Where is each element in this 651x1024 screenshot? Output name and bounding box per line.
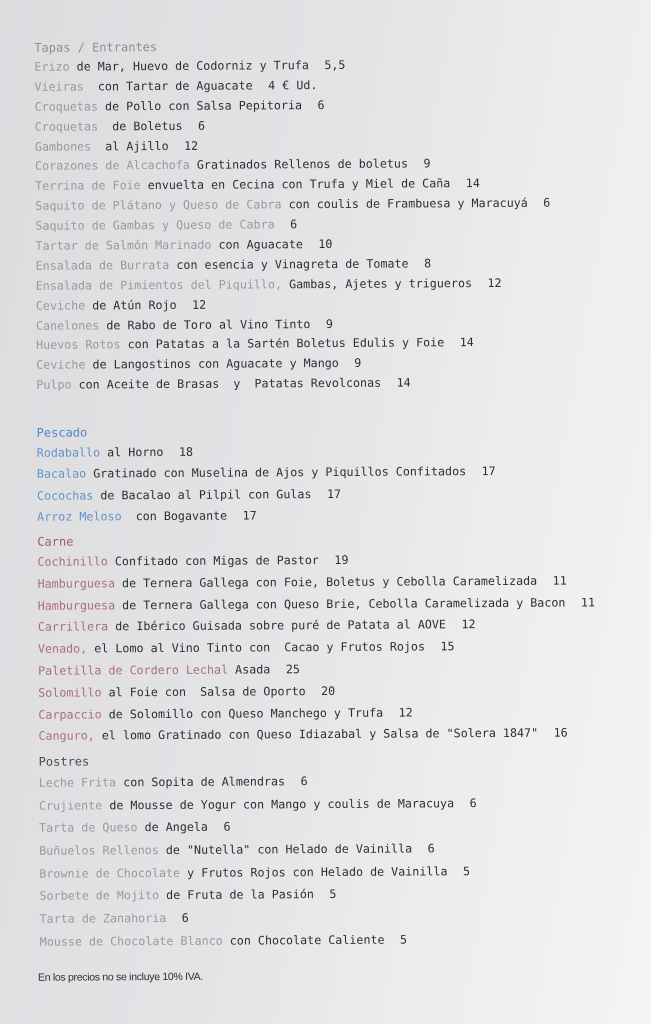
dish-name-highlight: Solomillo [38,685,102,700]
dish-price: 12 [461,617,476,632]
section-heading: Carne [37,534,74,549]
dish-price: 25 [285,662,300,677]
dish-name-highlight: Ceviche [36,357,86,373]
dish-price: 4 € Ud. [268,77,318,93]
dish-price: 17 [481,464,496,479]
dish-price: 9 [325,316,333,331]
dish-description: de Langostinos con Aguacate y Mango [85,356,339,372]
section-pescado [37,419,648,528]
dish-description: de Ternera Gallega con Queso Brie, Cebolla Caramelizada y Bacon [115,595,566,612]
dish-price: 10 [318,236,333,252]
dish-name-highlight: Hamburguesa [37,576,116,591]
vat-note: En los precios no se incluye 10% IVA. [37,970,203,984]
dish-name-highlight: Corazones de Alcachofa [34,158,190,174]
dish-description: al Horno [100,445,164,460]
dish-price: 6 [543,195,551,210]
dish-price: 5 [399,932,408,947]
dish-name-highlight: Bacalao [36,466,87,482]
dish-name-highlight: Arroz Meloso [37,509,122,524]
dish-description: de Mar, Huevo de Codorniz y Trufa [69,58,309,74]
dish-description: de Mousse de Yogur con Mango y coulis de Maracuya [102,795,455,813]
dish-price: 12 [184,138,199,153]
menu-item [36,372,646,396]
dish-description: con Patatas a la Sartén Boletus Edulis y Foie [120,335,445,352]
dish-price: 5 [462,863,471,878]
dish-name-highlight: Rodaballo [36,445,101,460]
dish-description: de Ibérico Guisada sobre puré de Patata al AOVE [108,617,447,634]
dish-description: con Sopita de Almendras [116,774,286,790]
dish-name-highlight: Terrina de Foie [35,178,141,194]
dish-description: el Lomo al Vino Tinto con Cacao y Frutos Rojos [87,639,426,656]
dish-name-highlight: Sorbete de Mojito [39,888,160,904]
menu-item [38,592,648,618]
section-carne [37,528,648,748]
dish-name-highlight: Cochinillo [37,554,108,569]
dish-name-highlight: Ensalada de Pimientos del Piquillo, [35,277,283,293]
section-heading: Tapas / Entrantes [34,40,158,55]
dish-name-highlight: Ensalada de Burrata [35,257,170,273]
menu-item [40,927,650,953]
dish-name-highlight: Mousse de Chocolate Blanco [39,933,223,949]
dish-price: 14 [459,335,474,350]
dish-price: 9 [423,156,431,171]
dish-price: 5 [329,887,337,902]
section-tapas [34,34,646,396]
dish-name-highlight: Vieiras [34,79,84,94]
dish-name-highlight: Saquito de Gambas y Queso de Cabra [35,217,275,233]
dish-name-highlight: Crujiente [38,798,103,813]
dish-name-highlight: Brownie de Chocolate [39,865,181,881]
section-heading: Pescado [36,425,88,440]
dish-description: con Bogavante [121,508,228,524]
dish-name-highlight: Buñuelos Rellenos [39,843,159,858]
dish-price: 6 [317,97,325,112]
dish-name-highlight: Gambones [34,139,92,154]
dish-name-highlight: Carrillera [37,619,109,635]
dish-price: 17 [242,508,257,523]
dish-price: 12 [398,705,413,720]
dish-name-highlight: Croquetas [34,99,99,114]
dish-price: 6 [290,217,298,232]
dish-description: al Ajillo [91,138,169,154]
dish-name-highlight: Canelones [35,317,100,333]
dish-price: 18 [178,444,194,459]
dish-price: 16 [553,725,568,741]
dish-description: de Rabo de Toro al Vino Tinto [99,316,311,332]
dish-price: 11 [580,594,596,610]
dish-name-highlight: Tarta de Queso [39,820,138,836]
dish-name-highlight: Saquito de Plátano y Queso de Cabra [35,197,282,214]
dish-name-highlight: Tartar de Salmón Marinado [35,237,212,253]
dish-price: 9 [354,356,362,371]
dish-description: Confitado con Migas de Pastor [107,553,319,569]
dish-description: Asada [228,662,271,677]
dish-price: 14 [396,375,411,390]
dish-description: de "Nutella" con Helado de Vainilla [158,841,413,858]
dish-name-highlight: Leche Frita [38,775,117,790]
dish-description: de Bacalao al Pilpil con Gulas [93,486,312,503]
dish-price: 6 [223,819,231,835]
dish-name-highlight: Huevos Rotos [36,337,121,353]
dish-name-highlight: Erizo [34,59,70,74]
dish-description: Gratinados Rellenos de boletus [189,156,409,173]
dish-description: el lomo Gratinado con Queso Idiazabal y Salsa de "Solera 1847" [94,726,539,743]
dish-price: 6 [197,118,206,133]
dish-name-highlight: Paletilla de Cordero Lechal [38,662,229,678]
dish-price: 20 [321,683,336,698]
dish-price: 19 [334,552,349,567]
dish-description: con Chocolate Caliente [222,932,385,948]
dish-price: 12 [487,275,502,290]
dish-price: 5,5 [324,57,346,73]
dish-description: de Boletus [98,118,183,134]
dish-description: con coulis de Frambuesa y Maracuyá [281,196,528,212]
dish-price: 6 [469,795,477,810]
dish-description: de Ternera Gallega con Foie, Boletus y Cebolla Caramelizada [114,573,538,591]
dish-price: 17 [326,486,342,501]
section-postres [39,748,650,953]
dish-name-highlight: Tarta de Zanahoria [39,911,167,926]
dish-description: con esencia y Vinagreta de Tomate [169,256,409,272]
dish-name-highlight: Ceviche [35,298,86,313]
dish-description: de Pollo con Salsa Pepitoria [97,97,303,114]
dish-description: Gratinado con Muselina de Ajos y Piquillos Confitados [86,464,467,481]
dish-name-highlight: Pulpo [36,377,72,393]
dish-price: 6 [427,841,435,856]
dish-name-highlight: Canguro, [38,728,95,744]
dish-name-highlight: Croquetas [34,119,99,134]
dish-description: y Frutos Rojos con Helado de Vainilla [180,864,448,880]
dish-description: con Aceite de Brasas y Patatas Revolconas [71,375,382,392]
dish-price: 11 [552,573,567,588]
menu-item [38,570,648,596]
dish-description: de Fruta de la Pasión [159,887,314,903]
dish-description: Gambas, Ajetes y trigueros [281,275,473,292]
dish-description: de Atún Rojo [85,297,177,313]
dish-price: 12 [192,297,207,312]
dish-price: 6 [181,910,189,926]
dish-name-highlight: Cocochas [36,488,94,503]
dish-description: de Solomillo con Queso Manchego y Trufa [101,705,384,721]
dish-price: 15 [440,639,455,654]
dish-description: con Tartar de Aguacate [83,78,253,94]
dish-price: 14 [465,176,480,191]
dish-description: envuelta en Cecina con Trufa y Miel de Caña [140,176,451,193]
dish-name-highlight: Hamburguesa [37,597,116,613]
menu-item [37,503,647,528]
section-heading: Postres [38,754,90,769]
dish-description: con Aguacate [211,237,303,252]
dish-price: 8 [423,256,432,271]
dish-name-highlight: Venado, [37,641,88,656]
dish-price: 6 [300,774,308,789]
dish-description: al Foie con Salsa de Oporto [101,683,306,700]
dish-description: de Angela [137,820,208,835]
dish-name-highlight: Carpaccio [38,706,102,722]
menu-item [38,722,648,748]
